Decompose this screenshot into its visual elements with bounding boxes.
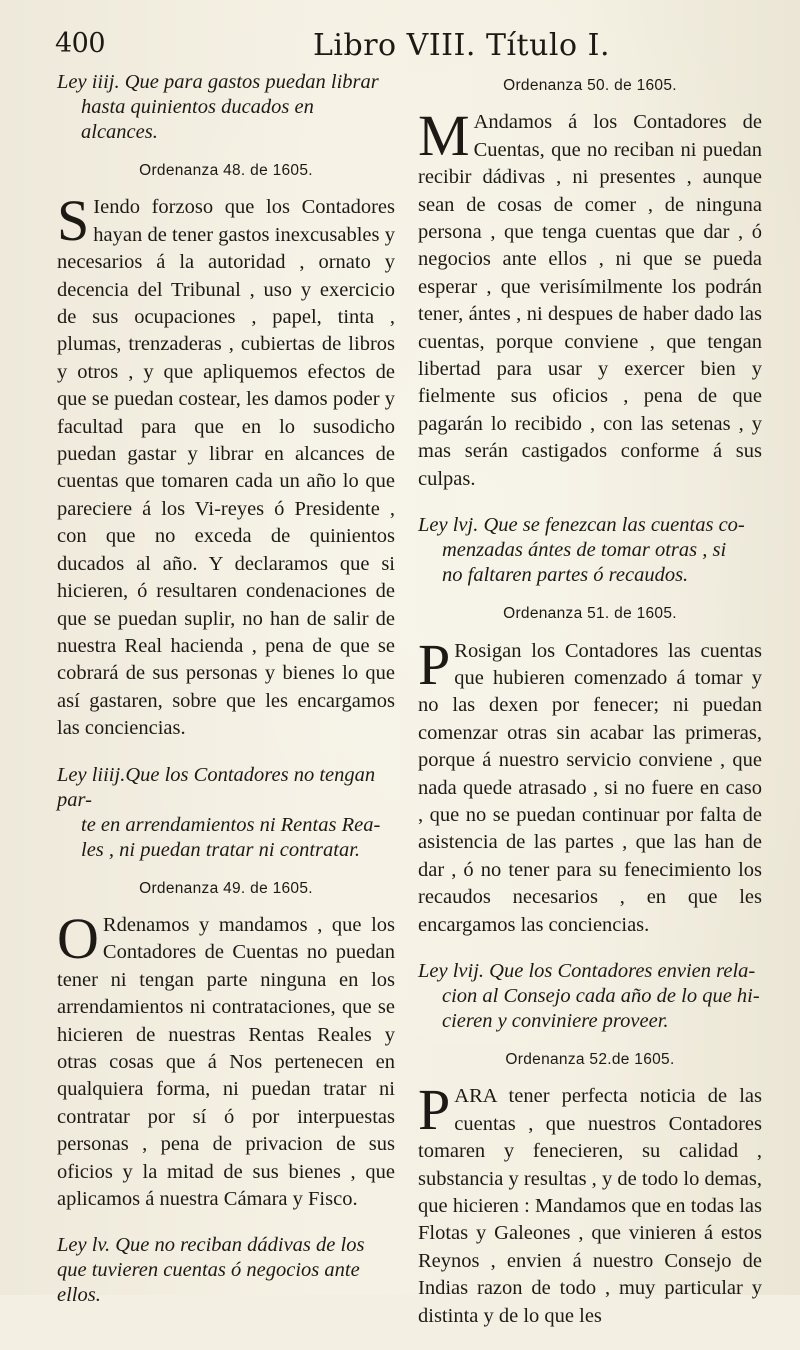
- law-section: [418, 959, 762, 1330]
- right-column: [418, 70, 762, 1350]
- law-title: Ley liiij.Que los Contadores no tengan par- te en arrendamientos ni Rentas Rea- les , ni puedan tratar ni contratar.: [57, 763, 381, 861]
- law-body: PARA tener perfecta noticia de las cuentas , que nuestros Contadores tomaren y fenecieren, su calidad , substancia y resultas , y de todo lo demas, que hicieren : Mandamos que en todas las Flotas y Galeones , que vinieren á estos Reynos , envien á nuestro Consejo de Indias razon de todo , muy particular y distinta y de lo que les: [418, 1077, 762, 1327]
- ordenanza-line: Ordenanza 52.de 1605.: [505, 1050, 675, 1068]
- law-body: M Andamos á los Contadores de Cuentas, que no reciban ni puedan recibir dádivas , ni presentes , aunque sean de cosas de comer , de ninguna persona , que tenga cuentas que dar , ó negocios ante ellos , ni que se pueda esperar , que verisímilmente los podrán tener, ántes , ni despues de haber dado las cuentas, porque conviene , que tengan libertad para usar y exercer bien y fielmente sus oficios , pena de que pagarán lo recibido , con las setenas , y mas serán castigados conforme á sus culpas.: [418, 103, 762, 490]
- law-body: O Rdenamos y mandamos , que los Contadores de Cuentas no puedan tener ni tengan parte ninguna en los arrendamientos ni contrataciones, que se hicieren de nuestras Rentas Reales y otras cosas que á Nos pertenecen en qualquiera forma, ni puedan tratar ni contratar por sí ó por interpuestas personas , pena de privacion de sus oficios y la mitad de sus bienes , que aplicamos á nuestra Cámara y Fisco.: [57, 905, 395, 1210]
- ordenanza-line: Ordenanza 49. de 1605.: [139, 879, 313, 897]
- ordenanza-line: Ordenanza 50. de 1605.: [503, 77, 677, 94]
- law-title: Ley lvj. Que se fenezcan las cuentas co- menzadas ántes de tomar otras , si no faltaren partes ó recaudos.: [418, 514, 745, 587]
- law-section: [57, 763, 395, 1214]
- law-section: [57, 70, 395, 743]
- law-section: [57, 1233, 395, 1308]
- law-section: [418, 513, 762, 939]
- law-title: Ley lv. Que no reciban dádivas de los que tuvieren cuentas ó negocios ante ellos.: [57, 1234, 365, 1307]
- running-head: Libro VIII. Título I.: [313, 28, 611, 63]
- drop-cap: S: [57, 188, 90, 254]
- drop-cap: O: [57, 905, 99, 971]
- law-title: Ley iiij. Que para gastos puedan librar hasta quinientos ducados en alcances.: [57, 71, 379, 143]
- law-title: Ley lvij. Que los Contadores envien rela- cion al Consejo cada año de lo que hi- cieren y conviniere proveer.: [418, 959, 760, 1032]
- law-body: S Iendo forzoso que los Contadores hayan de tener gastos inexcusables y necesarios á la autoridad , ornato y decencia del Tribunal , uso y exercicio de sus ocupaciones , papel, tinta , plumas, trenzaderas , cubiertas de libros y otros , y que apliquemos efectos de que se puedan costear, les damos poder y facultad para que en lo susodicho puedan gastar y librar en alcances de cuentas que tomaren cada un año lo que pareciere á los Vi-reyes ó Presidente , con que no exceda de quinientos ducados al año. Y declaramos que si hicieren, ó resultaren condenaciones de que se puedan suplir, no han de salir de nuestra Real hacienda , pena de que se cobrará de sus personas y bienes lo que así gastaren, sobre que les encargamos las conciencias.: [57, 188, 395, 740]
- page-header: [55, 28, 775, 72]
- drop-cap: P: [418, 1077, 451, 1143]
- ordenanza-line: Ordenanza 48. de 1605.: [139, 162, 313, 179]
- drop-cap: M: [418, 103, 470, 169]
- law-section: [418, 72, 762, 493]
- page-number: 400: [55, 28, 106, 59]
- ordenanza-line: Ordenanza 51. de 1605.: [503, 605, 677, 623]
- left-column: [57, 70, 395, 1328]
- drop-cap: P: [418, 631, 451, 697]
- law-body: P Rosigan los Contadores las cuentas que hubieren comenzado á tomar y no las dexen por fenecer; ni puedan comenzar otras sin acabar las primeras, porque á nuestro servicio conviene , que nada quede atrasado , si no fuere en caso , que no se puedan continuar por falta de asistencia de las partes , que las han de dar , ó no tener para su fenecimiento los recaudos necesarios , en que les encargamos las conciencias.: [418, 631, 762, 936]
